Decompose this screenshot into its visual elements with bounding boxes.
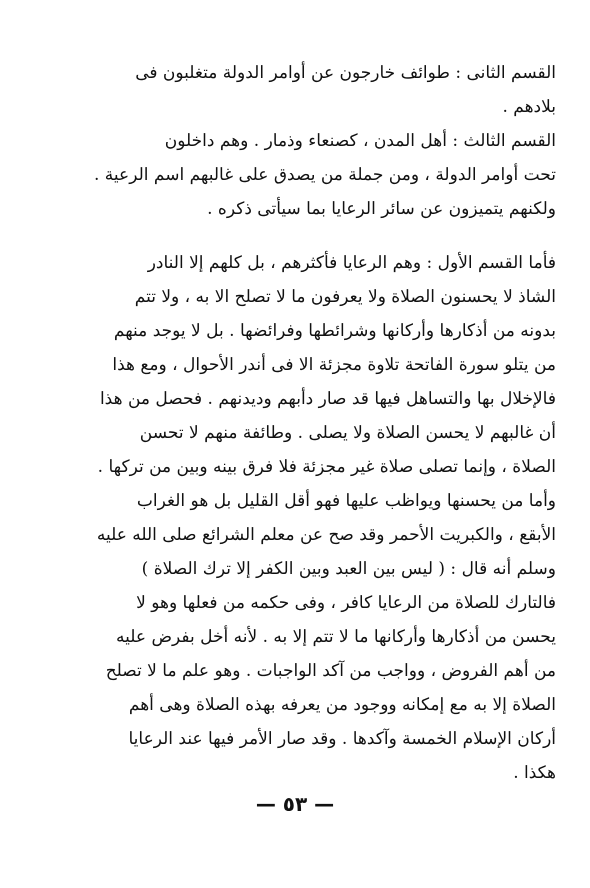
text-line: تحت أوامر الدولة ، ومن جملة من يصدق على غالبهم اسم الرعية . <box>94 165 556 185</box>
text-line: القسم الثانى : طوائف خارجون عن أوامر الدولة متغلبون فى <box>135 63 556 83</box>
text-line: يحسن من أذكارها وأركانها ما لا تتم إلا به . لأنه أخل بفرض عليه <box>116 627 556 647</box>
text-line: وأما من يحسنها ويواظب عليها فهو أقل القليل بل هو الغراب <box>136 491 556 511</box>
text-line: أركان الإسلام الخمسة وآكدها . وقد صار الأمر فيها عند الرعايا <box>128 729 556 749</box>
text-line: القسم الثالث : أهل المدن ، كصنعاء وذمار . وهم داخلون <box>164 131 556 151</box>
text-line: الشاذ لا يحسنون الصلاة ولا يعرفون ما لا تصلح الا به ، ولا تتم <box>134 287 556 307</box>
text-line: من يتلو سورة الفاتحة تلاوة مجزئة الا فى أندر الأحوال ، ومع هذا <box>112 355 556 375</box>
text-line: الأبقع ، والكبريت الأحمر وقد صح عن معلم الشرائع صلى الله عليه <box>96 525 556 545</box>
text-line: فالإخلال بها والتساهل فيها قد صار دأبهم وديدنهم . فحصل من هذا <box>99 389 556 409</box>
page-number: — ٥٣ — <box>255 792 335 816</box>
paragraph-section-one-discussion <box>38 246 556 790</box>
text-line: هكذا . <box>513 763 556 783</box>
text-line: الصلاة إلا به مع إمكانه ووجود من يعرفه بهذه الصلاة وهى أهم <box>128 695 556 715</box>
text-line: أن غالبهم لا يحسن الصلاة ولا يصلى . وطائفة منهم لا تحسن <box>139 423 556 443</box>
text-line: فأما القسم الأول : وهم الرعايا فأكثرهم ، بل كلهم إلا النادر <box>147 253 556 273</box>
paragraph-section-two <box>38 56 556 124</box>
paragraph-section-three <box>38 124 556 226</box>
text-line: الصلاة ، وإنما تصلى صلاة غير مجزئة فلا فرق بينه وبين من تركها . <box>97 457 556 477</box>
text-line: ولكنهم يتميزون عن سائر الرعايا بما سيأتى ذكره . <box>207 199 556 219</box>
text-line: من أهم الفروض ، وواجب من آكد الواجبات . وهو علم ما لا تصلح <box>105 661 556 681</box>
text-line: بلادهم . <box>502 97 556 117</box>
text-line: وسلم أنه قال : ( ليس بين العبد وبين الكفر إلا ترك الصلاة ) <box>141 559 556 579</box>
text-line: بدونه من أذكارها وأركانها وشرائطها وفرائضها . بل لا يوجد منهم <box>113 321 556 341</box>
text-line: فالتارك للصلاة من الرعايا كافر ، وفى حكمه من فعلها وهو لا <box>136 593 556 613</box>
